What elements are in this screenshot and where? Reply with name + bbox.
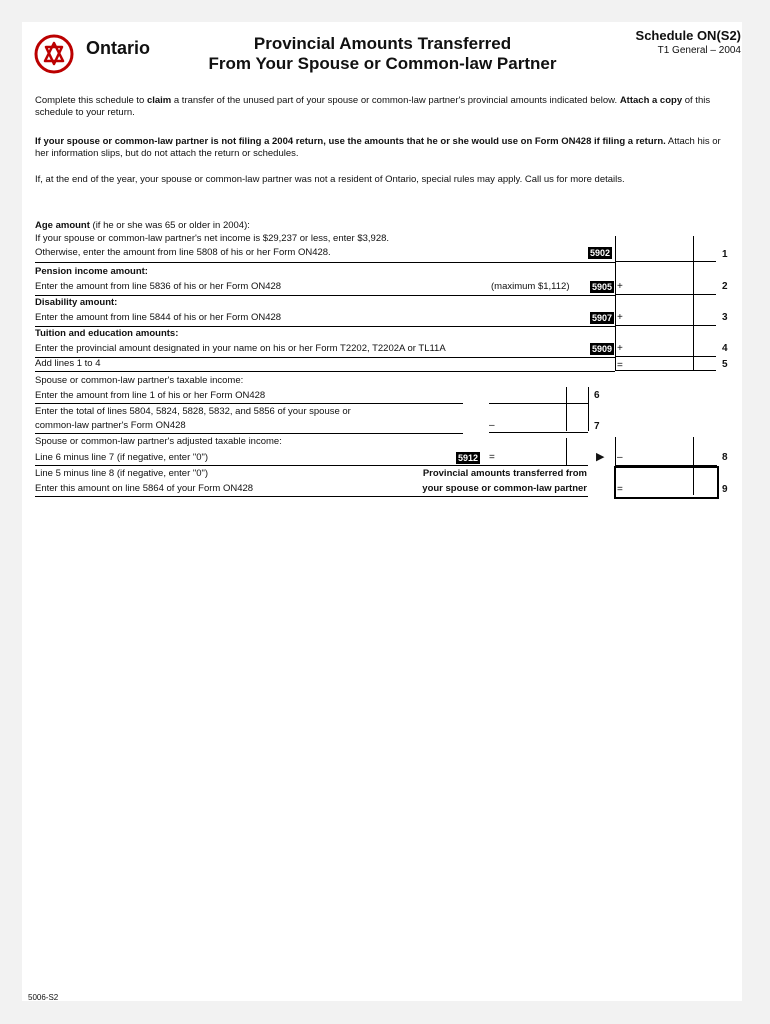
line-1-rule: [35, 262, 615, 263]
intro-paragraph-1: [35, 95, 727, 119]
line-number-9: 9: [722, 484, 728, 495]
line-2-amount-field[interactable]: [615, 281, 716, 295]
line-number-5: 5: [722, 359, 728, 370]
pension-heading: Pension income amount:: [35, 266, 148, 277]
line-6-amount-field[interactable]: [489, 387, 588, 404]
line-number-1: 1: [722, 249, 728, 260]
line-7-instruction-a: Enter the total of lines 5804, 5824, 5828, 5832, and 5856 of your spouse or: [35, 406, 351, 417]
plus-operator: +: [617, 343, 623, 354]
minus-operator: –: [617, 452, 623, 463]
schedule-subtitle: T1 General – 2004: [657, 45, 741, 56]
line-5-amount-field[interactable]: [615, 358, 716, 371]
line-code-5907: 5907: [592, 313, 613, 323]
age-amount-heading: [35, 220, 250, 232]
line-number-2: 2: [722, 281, 728, 292]
age-amount-instruction: Otherwise, enter the amount from line 5808 of his or her Form ON428.: [35, 247, 331, 258]
line-8-cents-rule: [566, 438, 567, 465]
equals-operator: =: [489, 452, 495, 463]
age-amount-condition: If your spouse or common-law partner's net income is $29,237 or less, enter $3,928.: [35, 233, 390, 244]
plus-operator: +: [617, 281, 623, 292]
equals-operator: =: [617, 360, 623, 371]
title-line-1: Provincial Amounts Transferred: [253, 34, 512, 53]
line-number-3: 3: [722, 312, 728, 323]
line-3-amount-field[interactable]: [615, 312, 716, 326]
age-amount-bold: Age amount: [35, 220, 90, 231]
tuition-heading: Tuition and education amounts:: [35, 328, 179, 339]
line-code-5909: 5909: [592, 344, 613, 354]
line-9-label-bold-2: your spouse or common-law partner: [422, 483, 587, 494]
disability-instruction: Enter the amount from line 5844 of his or her Form ON428: [35, 312, 282, 323]
line-9-rule: [35, 496, 588, 497]
arrow-right-icon: ▶: [596, 451, 605, 463]
line-9-cents-divider: [693, 468, 694, 495]
line-9-instruction-a: Line 5 minus line 8 (if negative, enter "0"): [35, 468, 209, 479]
line-6-rule: [35, 403, 463, 404]
line-9-label-bold-1: Provincial amounts transferred from: [422, 468, 587, 479]
line-6-heading: Spouse or common-law partner's taxable income:: [35, 375, 244, 386]
line-9-total-field[interactable]: [614, 466, 719, 499]
form-title: [195, 34, 570, 74]
form-code-footer: 5006-S2: [28, 993, 59, 1002]
line-7-amount-field[interactable]: [489, 419, 588, 433]
line-code-5912: 5912: [458, 453, 479, 463]
line-1-amount-field[interactable]: [615, 248, 716, 262]
line-8-heading: Spouse or common-law partner's adjusted taxable income:: [35, 436, 282, 447]
line-4-amount-field[interactable]: [615, 343, 716, 357]
line-number-7: 7: [594, 421, 600, 432]
equals-operator: =: [617, 484, 623, 495]
p2-bold: If your spouse or common-law partner is not filing a 2004 return, use the amounts that he or she would use on Form ON428 if filing a return.: [35, 136, 666, 147]
line-8-cents-divider: [693, 437, 694, 465]
tuition-instruction: Enter the provincial amount designated in your name on his or her Form T2202, T2202A or TL11A: [35, 343, 446, 354]
form-page: [22, 22, 742, 1001]
line-7-instruction-b: common-law partner's Form ON428: [35, 420, 186, 431]
line-8-instruction: Line 6 minus line 7 (if negative, enter "0"): [35, 452, 209, 463]
minus-operator: –: [489, 420, 495, 431]
title-line-2: From Your Spouse or Common-law Partner: [208, 54, 557, 73]
plus-operator: +: [617, 312, 623, 323]
line-2-rule: [35, 295, 615, 296]
add-lines-instruction: Add lines 1 to 4: [35, 358, 101, 369]
cents-divider-rule: [693, 236, 694, 371]
line-code-5902: 5902: [590, 248, 611, 258]
line-code-5905: 5905: [592, 282, 613, 292]
line-3-rule: [35, 326, 615, 327]
line-6-instruction: Enter the amount from line 1 of his or her Form ON428: [35, 390, 266, 401]
line-9-instruction-b: Enter this amount on line 5864 of your Form ON428: [35, 483, 254, 494]
p1-bold-claim: claim: [146, 95, 172, 106]
line-number-4: 4: [722, 343, 728, 354]
intro-paragraph-2: [35, 136, 727, 160]
p2-rest: Attach his or her information slips, but do not attach the return or schedules.: [35, 136, 721, 159]
line-number-8: 8: [722, 452, 728, 463]
p1-bold-attach: Attach a copy: [619, 95, 683, 106]
mid-column-right-rule: [588, 387, 589, 431]
brand-name: Ontario: [86, 38, 151, 58]
line-8-amount-field[interactable]: [615, 437, 717, 466]
pension-maximum: (maximum $1,112): [491, 281, 570, 292]
intro-paragraph-3: If, at the end of the year, your spouse or common-law partner was not a resident of Ontario, special rules may apply. Call us for more details.: [35, 174, 625, 185]
pension-instruction: Enter the amount from line 5836 of his or her Form ON428: [35, 281, 282, 292]
line-4-rule: [35, 357, 615, 358]
line-number-6: 6: [594, 390, 600, 401]
disability-heading: Disability amount:: [35, 297, 118, 308]
p1-text-a: Complete this schedule to: [35, 95, 147, 106]
p1-text-c: a transfer of the unused part of your spouse or common-law partner's provincial amounts indicated below.: [171, 95, 620, 106]
amount-column-left-rule: [615, 236, 616, 371]
line-5-rule: [35, 371, 615, 372]
p1-text-e: of this schedule to your return.: [35, 95, 711, 118]
line-8-rule: [35, 465, 588, 466]
line-7-rule: [35, 433, 463, 434]
ontario-trillium-logo-icon: [34, 34, 74, 74]
schedule-id: Schedule ON(S2): [635, 28, 741, 43]
age-amount-rest: (if he or she was 65 or older in 2004):: [89, 220, 250, 231]
